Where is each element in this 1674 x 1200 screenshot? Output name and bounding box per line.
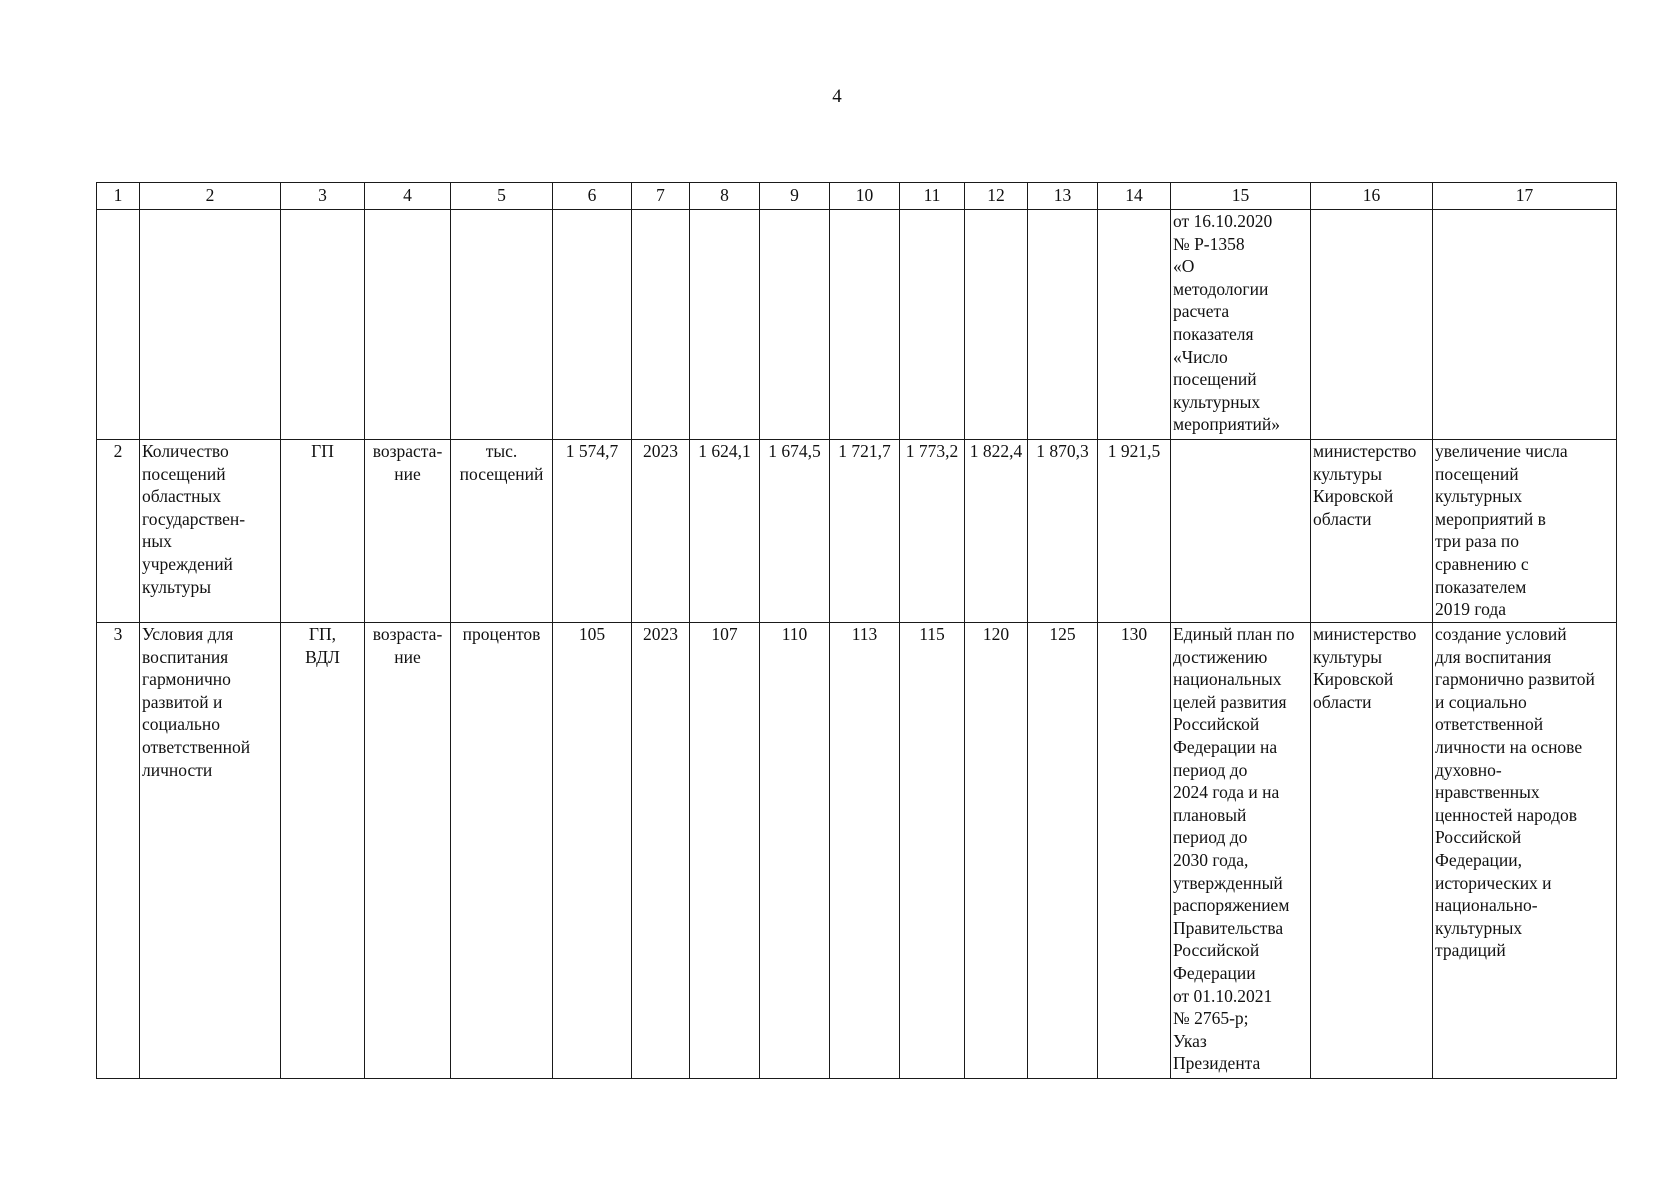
- year-cell: 2023: [632, 440, 690, 623]
- value-cell: 1 574,7: [553, 440, 632, 623]
- unit-cell: процентов: [451, 623, 553, 1079]
- column-number: 8: [690, 183, 760, 210]
- table-cell: [97, 210, 140, 440]
- value-cell: 110: [760, 623, 830, 1079]
- value-cell: 1 674,5: [760, 440, 830, 623]
- table-cell: [553, 210, 632, 440]
- column-number: 9: [760, 183, 830, 210]
- table-row: [97, 210, 1617, 440]
- legal-basis-cell: от 16.10.2020 № Р-1358 «О методологии расчета показателя «Число посещений культурных мероприятий»: [1171, 210, 1311, 440]
- column-number: 10: [830, 183, 900, 210]
- table-cell: [690, 210, 760, 440]
- result-cell: [1433, 210, 1617, 440]
- value-cell: 1 624,1: [690, 440, 760, 623]
- table-cell: [760, 210, 830, 440]
- page-number: 4: [832, 86, 842, 107]
- result-cell: увеличение числа посещений культурных мероприятий в три раза по сравнению с показателем 2019 года: [1433, 440, 1617, 623]
- result-cell: создание условий для воспитания гармонично развитой и социально ответственной личности на основе духовно- нравственных ценностей народов Российской Федерации, исторических и национально- культурных традиций: [1433, 623, 1617, 1079]
- column-number: 7: [632, 183, 690, 210]
- value-cell: 113: [830, 623, 900, 1079]
- value-cell: 1 822,4: [965, 440, 1028, 623]
- table-row: [97, 440, 1617, 623]
- table-cell: [451, 210, 553, 440]
- table-row: [97, 623, 1617, 1079]
- column-number: 15: [1171, 183, 1311, 210]
- table-cell: [965, 210, 1028, 440]
- table-header-row: [97, 183, 1617, 210]
- value-cell: 1 921,5: [1098, 440, 1171, 623]
- value-cell: 1 721,7: [830, 440, 900, 623]
- column-number: 5: [451, 183, 553, 210]
- table-cell: возраста- ние: [365, 440, 451, 623]
- value-cell: 1 870,3: [1028, 440, 1098, 623]
- table-cell: возраста- ние: [365, 623, 451, 1079]
- table-cell: [365, 210, 451, 440]
- column-number: 1: [97, 183, 140, 210]
- column-number: 14: [1098, 183, 1171, 210]
- table-cell: [830, 210, 900, 440]
- table-cell: [1028, 210, 1098, 440]
- responsible-cell: министерство культуры Кировской области: [1311, 623, 1433, 1079]
- column-number: 11: [900, 183, 965, 210]
- table-cell: ГП, ВДЛ: [281, 623, 365, 1079]
- value-cell: 105: [553, 623, 632, 1079]
- indicators-table: [96, 182, 1617, 1079]
- column-number: 6: [553, 183, 632, 210]
- value-cell: 115: [900, 623, 965, 1079]
- column-number: 12: [965, 183, 1028, 210]
- value-cell: 130: [1098, 623, 1171, 1079]
- column-number: 3: [281, 183, 365, 210]
- value-cell: 120: [965, 623, 1028, 1079]
- value-cell: 125: [1028, 623, 1098, 1079]
- indicator-name-cell: Условия для воспитания гармонично развитой и социально ответственной личности: [140, 623, 281, 1079]
- table-cell: [900, 210, 965, 440]
- column-number: 4: [365, 183, 451, 210]
- unit-cell: тыс. посещений: [451, 440, 553, 623]
- row-number-cell: 2: [97, 440, 140, 623]
- column-number: 13: [1028, 183, 1098, 210]
- legal-basis-cell: [1171, 440, 1311, 623]
- year-cell: 2023: [632, 623, 690, 1079]
- legal-basis-cell: Единый план по достижению национальных целей развития Российской Федерации на период до 2024 года и на плановый период до 2030 года, утвержденный распоряжением Правительства Российской Федерации от 01.10.2021 № 2765-р; Указ Президента: [1171, 623, 1311, 1079]
- value-cell: 107: [690, 623, 760, 1079]
- column-number: 2: [140, 183, 281, 210]
- table-cell: [140, 210, 281, 440]
- indicator-name-cell: Количество посещений областных государствен- ных учреждений культуры: [140, 440, 281, 623]
- table-cell: [281, 210, 365, 440]
- value-cell: 1 773,2: [900, 440, 965, 623]
- responsible-cell: [1311, 210, 1433, 440]
- table-cell: [1098, 210, 1171, 440]
- column-number: 17: [1433, 183, 1617, 210]
- row-number-cell: 3: [97, 623, 140, 1079]
- column-number: 16: [1311, 183, 1433, 210]
- table-cell: ГП: [281, 440, 365, 623]
- responsible-cell: министерство культуры Кировской области: [1311, 440, 1433, 623]
- table-cell: [632, 210, 690, 440]
